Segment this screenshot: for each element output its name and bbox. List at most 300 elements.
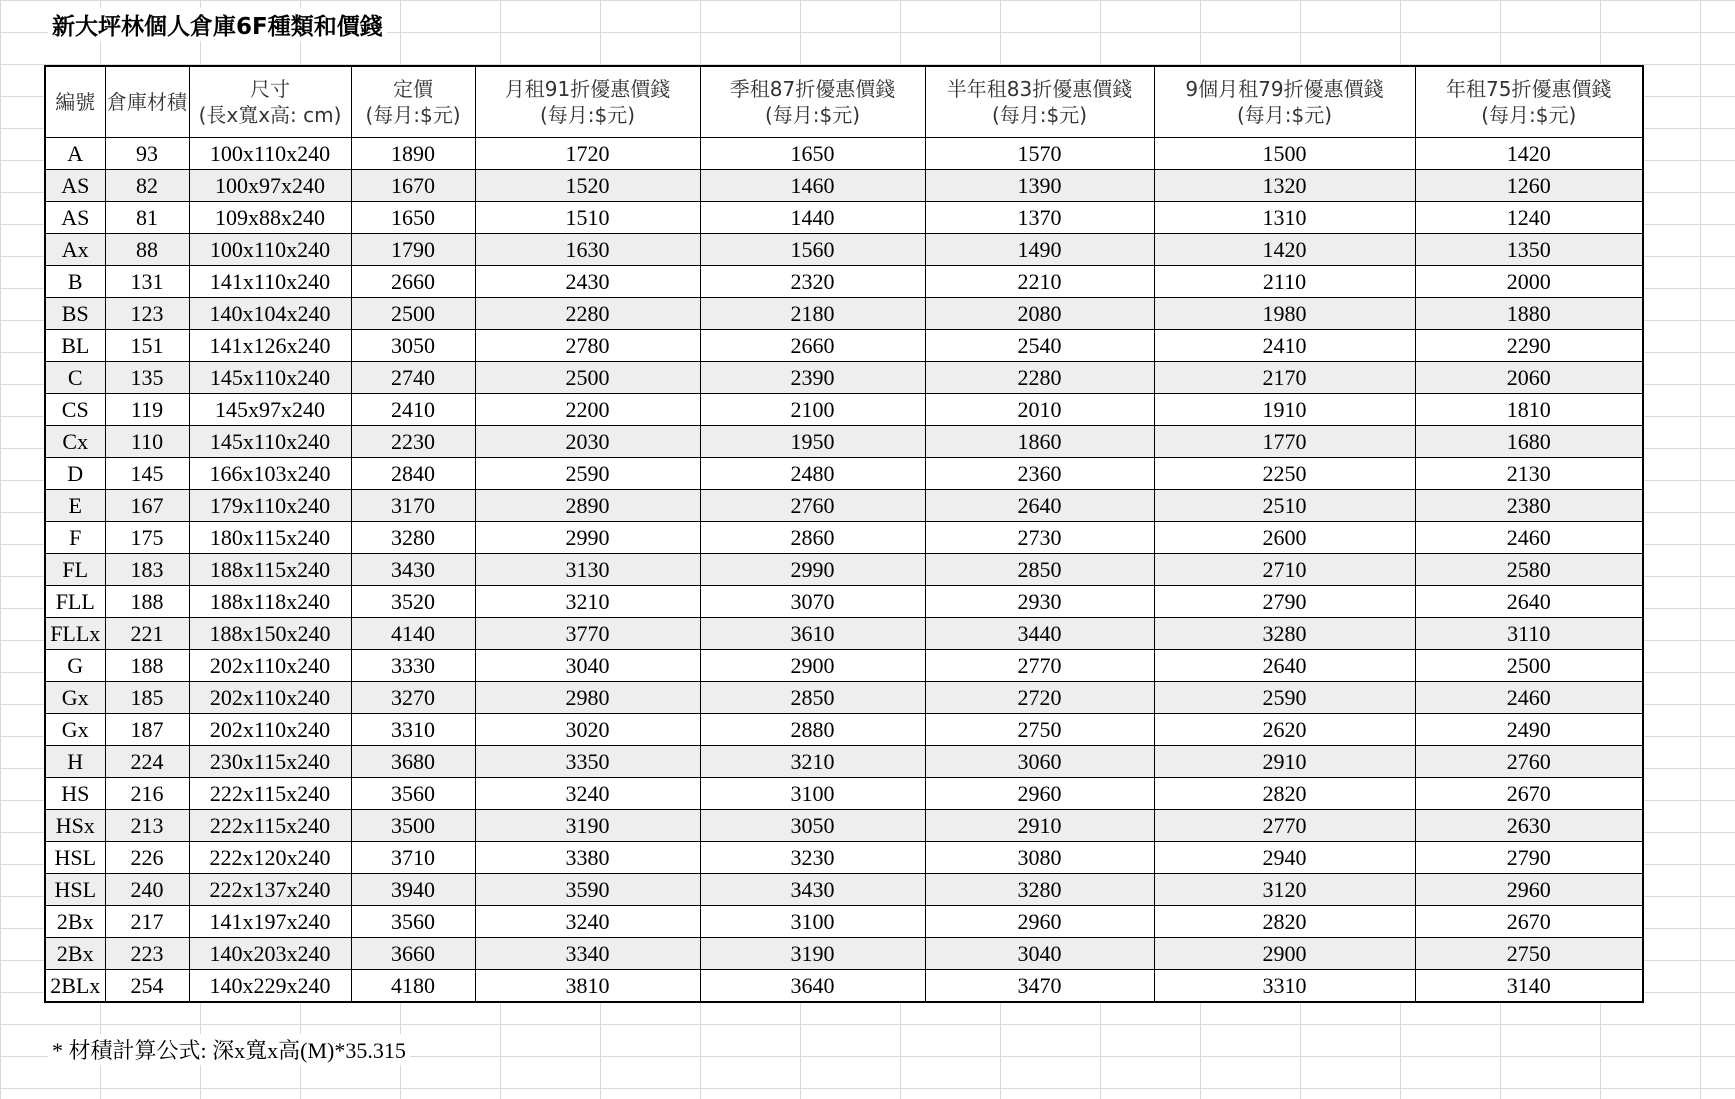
header-label: 定價 [393,77,433,101]
cell-id[interactable]: B [45,266,105,298]
col-size-header[interactable] [189,66,351,138]
cell-nine-month-price[interactable]: 2250 [1154,458,1415,490]
cell-yearly-price[interactable]: 2670 [1415,778,1643,810]
cell-size[interactable]: 140x229x240 [189,970,351,1003]
cell-yearly-price[interactable]: 2580 [1415,554,1643,586]
cell-id[interactable]: AS [45,170,105,202]
cell-quarterly-price[interactable]: 3070 [700,586,925,618]
cell-nine-month-price[interactable]: 2640 [1154,650,1415,682]
cell-yearly-price[interactable]: 1260 [1415,170,1643,202]
cell-list-price[interactable]: 3680 [351,746,475,778]
cell-yearly-price[interactable]: 1680 [1415,426,1643,458]
cell-list-price[interactable]: 3430 [351,554,475,586]
cell-yearly-price[interactable]: 2130 [1415,458,1643,490]
cell-list-price[interactable]: 3050 [351,330,475,362]
cell-size[interactable]: 222x137x240 [189,874,351,906]
cell-id[interactable]: BS [45,298,105,330]
cell-half-year-price[interactable]: 2280 [925,362,1154,394]
cell-half-year-price[interactable]: 3080 [925,842,1154,874]
cell-monthly-price[interactable]: 1630 [475,234,700,266]
cell-yearly-price[interactable]: 1880 [1415,298,1643,330]
cell-volume[interactable]: 145 [105,458,189,490]
cell-quarterly-price[interactable]: 2320 [700,266,925,298]
table-row [45,714,1643,746]
cell-nine-month-price[interactable]: 2590 [1154,682,1415,714]
cell-list-price[interactable]: 4140 [351,618,475,650]
cell-half-year-price[interactable]: 2770 [925,650,1154,682]
cell-size[interactable]: 180x115x240 [189,522,351,554]
cell-half-year-price[interactable]: 3470 [925,970,1154,1003]
cell-half-year-price[interactable]: 3040 [925,938,1154,970]
table-row [45,522,1643,554]
table-row [45,266,1643,298]
cell-volume[interactable]: 240 [105,874,189,906]
cell-size[interactable]: 140x104x240 [189,298,351,330]
cell-volume[interactable]: 254 [105,970,189,1003]
cell-half-year-price[interactable]: 2360 [925,458,1154,490]
col-monthly-header[interactable] [475,66,700,138]
cell-yearly-price[interactable]: 2460 [1415,522,1643,554]
cell-nine-month-price[interactable]: 3280 [1154,618,1415,650]
cell-nine-month-price[interactable]: 2820 [1154,778,1415,810]
cell-quarterly-price[interactable]: 3100 [700,778,925,810]
cell-size[interactable]: 100x110x240 [189,138,351,170]
cell-nine-month-price[interactable]: 3120 [1154,874,1415,906]
cell-list-price[interactable]: 3560 [351,778,475,810]
cell-list-price[interactable]: 1650 [351,202,475,234]
cell-id[interactable]: Gx [45,714,105,746]
table-row [45,298,1643,330]
table-row [45,490,1643,522]
cell-volume[interactable]: 82 [105,170,189,202]
cell-size[interactable]: 145x110x240 [189,426,351,458]
cell-half-year-price[interactable]: 1490 [925,234,1154,266]
cell-monthly-price[interactable]: 3340 [475,938,700,970]
cell-yearly-price[interactable]: 2290 [1415,330,1643,362]
table-row [45,362,1643,394]
cell-id[interactable]: H [45,746,105,778]
table-row [45,778,1643,810]
cell-size[interactable]: 141x126x240 [189,330,351,362]
cell-half-year-price[interactable]: 3060 [925,746,1154,778]
header-unit: (每月:$元) [1236,103,1333,127]
cell-list-price[interactable]: 3280 [351,522,475,554]
cell-half-year-price[interactable]: 2640 [925,490,1154,522]
table-row [45,394,1643,426]
cell-monthly-price[interactable]: 3040 [475,650,700,682]
cell-list-price[interactable]: 3330 [351,650,475,682]
cell-yearly-price[interactable]: 2500 [1415,650,1643,682]
cell-half-year-price[interactable]: 2540 [925,330,1154,362]
cell-monthly-price[interactable]: 2780 [475,330,700,362]
cell-list-price[interactable]: 3710 [351,842,475,874]
cell-monthly-price[interactable]: 3020 [475,714,700,746]
cell-half-year-price[interactable]: 2210 [925,266,1154,298]
cell-size[interactable]: 202x110x240 [189,682,351,714]
cell-half-year-price[interactable]: 2750 [925,714,1154,746]
cell-id[interactable]: 2Bx [45,938,105,970]
cell-yearly-price[interactable]: 2630 [1415,810,1643,842]
cell-nine-month-price[interactable]: 1910 [1154,394,1415,426]
cell-quarterly-price[interactable]: 2760 [700,490,925,522]
cell-quarterly-price[interactable]: 2990 [700,554,925,586]
cell-half-year-price[interactable]: 2930 [925,586,1154,618]
table-row [45,650,1643,682]
cell-size[interactable]: 188x115x240 [189,554,351,586]
cell-monthly-price[interactable]: 1520 [475,170,700,202]
cell-id[interactable]: D [45,458,105,490]
cell-half-year-price[interactable]: 2960 [925,778,1154,810]
cell-half-year-price[interactable]: 2720 [925,682,1154,714]
cell-id[interactable]: HSL [45,842,105,874]
cell-size[interactable]: 202x110x240 [189,714,351,746]
cell-yearly-price[interactable]: 2790 [1415,842,1643,874]
cell-list-price[interactable]: 1890 [351,138,475,170]
cell-half-year-price[interactable]: 1370 [925,202,1154,234]
table-row [45,746,1643,778]
cell-volume[interactable]: 217 [105,906,189,938]
cell-half-year-price[interactable]: 1390 [925,170,1154,202]
table-row [45,554,1643,586]
cell-quarterly-price[interactable]: 2880 [700,714,925,746]
cell-list-price[interactable]: 3270 [351,682,475,714]
header-label: 編號 [55,90,96,114]
cell-size[interactable]: 140x203x240 [189,938,351,970]
cell-volume[interactable]: 93 [105,138,189,170]
cell-yearly-price[interactable]: 3140 [1415,970,1643,1003]
cell-volume[interactable]: 183 [105,554,189,586]
cell-yearly-price[interactable]: 1810 [1415,394,1643,426]
cell-size[interactable]: 166x103x240 [189,458,351,490]
cell-volume[interactable]: 135 [105,362,189,394]
cell-monthly-price[interactable]: 2430 [475,266,700,298]
cell-size[interactable]: 100x110x240 [189,234,351,266]
cell-quarterly-price[interactable]: 3050 [700,810,925,842]
cell-yearly-price[interactable]: 3110 [1415,618,1643,650]
cell-id[interactable]: HS [45,778,105,810]
cell-yearly-price[interactable]: 2490 [1415,714,1643,746]
header-label: 半年租83折優惠價錢 [946,77,1133,101]
cell-monthly-price[interactable]: 1510 [475,202,700,234]
cell-quarterly-price[interactable]: 2860 [700,522,925,554]
table-row [45,618,1643,650]
table-row [45,938,1643,970]
cell-half-year-price[interactable]: 2080 [925,298,1154,330]
cell-monthly-price[interactable]: 2500 [475,362,700,394]
cell-list-price[interactable]: 3310 [351,714,475,746]
cell-monthly-price[interactable]: 2980 [475,682,700,714]
cell-size[interactable]: 100x97x240 [189,170,351,202]
header-unit: (每月:$元) [764,103,861,127]
cell-yearly-price[interactable]: 2000 [1415,266,1643,298]
cell-monthly-price[interactable]: 3590 [475,874,700,906]
cell-nine-month-price[interactable]: 1420 [1154,234,1415,266]
cell-id[interactable]: Gx [45,682,105,714]
col-quarterly-header[interactable] [700,66,925,138]
cell-monthly-price[interactable]: 3210 [475,586,700,618]
cell-quarterly-price[interactable]: 3640 [700,970,925,1003]
header-label: 尺寸 [250,77,290,101]
table-row [45,426,1643,458]
cell-yearly-price[interactable]: 2760 [1415,746,1643,778]
cell-size[interactable]: 230x115x240 [189,746,351,778]
cell-yearly-price[interactable]: 2460 [1415,682,1643,714]
cell-size[interactable]: 222x115x240 [189,778,351,810]
cell-monthly-price[interactable]: 3810 [475,970,700,1003]
header-unit: (長x寬x高: cm) [198,103,342,127]
cell-half-year-price[interactable]: 2850 [925,554,1154,586]
cell-size[interactable]: 109x88x240 [189,202,351,234]
cell-quarterly-price[interactable]: 2100 [700,394,925,426]
cell-list-price[interactable]: 3500 [351,810,475,842]
cell-nine-month-price[interactable]: 2600 [1154,522,1415,554]
cell-quarterly-price[interactable]: 1440 [700,202,925,234]
cell-id[interactable]: 2Bx [45,906,105,938]
table-row [45,138,1643,170]
cell-list-price[interactable]: 3940 [351,874,475,906]
cell-monthly-price[interactable]: 3190 [475,810,700,842]
cell-nine-month-price[interactable]: 2790 [1154,586,1415,618]
cell-monthly-price[interactable]: 1720 [475,138,700,170]
cell-nine-month-price[interactable]: 2940 [1154,842,1415,874]
cell-quarterly-price[interactable]: 2900 [700,650,925,682]
header-unit: (每月:$元) [539,103,636,127]
cell-yearly-price[interactable]: 2380 [1415,490,1643,522]
cell-monthly-price[interactable]: 3240 [475,778,700,810]
cell-id[interactable]: FLL [45,586,105,618]
cell-half-year-price[interactable]: 2010 [925,394,1154,426]
cell-list-price[interactable]: 2660 [351,266,475,298]
cell-nine-month-price[interactable]: 2820 [1154,906,1415,938]
cell-volume[interactable]: 221 [105,618,189,650]
cell-nine-month-price[interactable]: 2110 [1154,266,1415,298]
col-half-year-header[interactable] [925,66,1154,138]
cell-half-year-price[interactable]: 2910 [925,810,1154,842]
cell-id[interactable]: E [45,490,105,522]
cell-volume[interactable]: 185 [105,682,189,714]
cell-quarterly-price[interactable]: 2480 [700,458,925,490]
cell-yearly-price[interactable]: 2960 [1415,874,1643,906]
table-row [45,842,1643,874]
cell-half-year-price[interactable]: 3280 [925,874,1154,906]
table-row [45,810,1643,842]
cell-volume[interactable]: 187 [105,714,189,746]
header-label: 月租91折優惠價錢 [504,77,671,101]
cell-quarterly-price[interactable]: 1560 [700,234,925,266]
cell-nine-month-price[interactable]: 1500 [1154,138,1415,170]
cell-volume[interactable]: 81 [105,202,189,234]
cell-list-price[interactable]: 3560 [351,906,475,938]
cell-quarterly-price[interactable]: 3100 [700,906,925,938]
cell-list-price[interactable]: 2840 [351,458,475,490]
table-body [45,138,1643,1003]
cell-size[interactable]: 202x110x240 [189,650,351,682]
cell-volume[interactable]: 226 [105,842,189,874]
header-unit: (每月:$元) [365,103,461,127]
header-label: 9個月租79折優惠價錢 [1185,77,1384,101]
header-unit: (每月:$元) [991,103,1088,127]
cell-half-year-price[interactable]: 1570 [925,138,1154,170]
cell-list-price[interactable]: 2230 [351,426,475,458]
table-row [45,682,1643,714]
cell-volume[interactable]: 188 [105,586,189,618]
cell-list-price[interactable]: 3660 [351,938,475,970]
cell-half-year-price[interactable]: 1860 [925,426,1154,458]
cell-id[interactable]: F [45,522,105,554]
cell-monthly-price[interactable]: 2030 [475,426,700,458]
cell-volume[interactable]: 88 [105,234,189,266]
cell-monthly-price[interactable]: 3350 [475,746,700,778]
cell-monthly-price[interactable]: 2280 [475,298,700,330]
cell-quarterly-price[interactable]: 3230 [700,842,925,874]
cell-yearly-price[interactable]: 2750 [1415,938,1643,970]
table-row [45,970,1643,1003]
cell-volume[interactable]: 188 [105,650,189,682]
table-row [45,586,1643,618]
cell-nine-month-price[interactable]: 1310 [1154,202,1415,234]
cell-half-year-price[interactable]: 2730 [925,522,1154,554]
col-list-price-header[interactable] [351,66,475,138]
cell-nine-month-price[interactable]: 2770 [1154,810,1415,842]
cell-list-price[interactable]: 2740 [351,362,475,394]
cell-nine-month-price[interactable]: 2170 [1154,362,1415,394]
cell-monthly-price[interactable]: 3240 [475,906,700,938]
cell-size[interactable]: 141x110x240 [189,266,351,298]
cell-monthly-price[interactable]: 3770 [475,618,700,650]
cell-monthly-price[interactable]: 2200 [475,394,700,426]
col-id-header[interactable] [45,66,105,138]
cell-nine-month-price[interactable]: 3310 [1154,970,1415,1003]
cell-monthly-price[interactable]: 2990 [475,522,700,554]
cell-volume[interactable]: 175 [105,522,189,554]
cell-id[interactable]: Cx [45,426,105,458]
cell-monthly-price[interactable]: 3380 [475,842,700,874]
cell-size[interactable]: 145x97x240 [189,394,351,426]
col-nine-month-header[interactable] [1154,66,1415,138]
cell-volume[interactable]: 110 [105,426,189,458]
cell-id[interactable]: CS [45,394,105,426]
cell-nine-month-price[interactable]: 2900 [1154,938,1415,970]
cell-yearly-price[interactable]: 2060 [1415,362,1643,394]
cell-volume[interactable]: 213 [105,810,189,842]
cell-list-price[interactable]: 2500 [351,298,475,330]
cell-list-price[interactable]: 3170 [351,490,475,522]
cell-id[interactable]: HSL [45,874,105,906]
cell-nine-month-price[interactable]: 1320 [1154,170,1415,202]
cell-size[interactable]: 141x197x240 [189,906,351,938]
table-row [45,234,1643,266]
price-table [44,65,1644,1003]
cell-size[interactable]: 222x115x240 [189,810,351,842]
cell-list-price[interactable]: 3520 [351,586,475,618]
cell-id[interactable]: FL [45,554,105,586]
sheet-title: 新大坪林個人倉庫6F種類和價錢 [48,8,387,41]
cell-quarterly-price[interactable]: 3210 [700,746,925,778]
cell-list-price[interactable]: 1670 [351,170,475,202]
cell-nine-month-price[interactable]: 1770 [1154,426,1415,458]
cell-quarterly-price[interactable]: 2850 [700,682,925,714]
table-row [45,330,1643,362]
header-row [45,66,1643,138]
cell-id[interactable]: FLLx [45,618,105,650]
cell-quarterly-price[interactable]: 3190 [700,938,925,970]
cell-volume[interactable]: 119 [105,394,189,426]
cell-quarterly-price[interactable]: 2390 [700,362,925,394]
cell-monthly-price[interactable]: 3130 [475,554,700,586]
cell-quarterly-price[interactable]: 3430 [700,874,925,906]
cell-quarterly-price[interactable]: 1650 [700,138,925,170]
cell-nine-month-price[interactable]: 2410 [1154,330,1415,362]
header-unit: (每月:$元) [1481,103,1577,127]
cell-volume[interactable]: 223 [105,938,189,970]
cell-volume[interactable]: 224 [105,746,189,778]
cell-size[interactable]: 188x150x240 [189,618,351,650]
cell-list-price[interactable]: 2410 [351,394,475,426]
cell-volume[interactable]: 123 [105,298,189,330]
cell-id[interactable]: C [45,362,105,394]
table-row [45,906,1643,938]
cell-quarterly-price[interactable]: 1460 [700,170,925,202]
table-row [45,202,1643,234]
cell-volume[interactable]: 151 [105,330,189,362]
header-label: 年租75折優惠價錢 [1446,77,1612,101]
cell-monthly-price[interactable]: 2590 [475,458,700,490]
table-row [45,170,1643,202]
cell-yearly-price[interactable]: 1350 [1415,234,1643,266]
cell-quarterly-price[interactable]: 2180 [700,298,925,330]
cell-list-price[interactable]: 4180 [351,970,475,1003]
col-yearly-header[interactable] [1415,66,1643,138]
cell-yearly-price[interactable]: 1240 [1415,202,1643,234]
cell-volume[interactable]: 131 [105,266,189,298]
cell-id[interactable]: HSx [45,810,105,842]
header-label: 季租87折優惠價錢 [729,77,896,101]
cell-id[interactable]: AS [45,202,105,234]
col-volume-header[interactable] [105,66,189,138]
cell-id[interactable]: BL [45,330,105,362]
cell-size[interactable]: 179x110x240 [189,490,351,522]
cell-yearly-price[interactable]: 1420 [1415,138,1643,170]
cell-nine-month-price[interactable]: 2910 [1154,746,1415,778]
cell-quarterly-price[interactable]: 1950 [700,426,925,458]
formula-footnote: * 材積計算公式: 深x寬x高(M)*35.315 [48,1034,410,1065]
cell-volume[interactable]: 216 [105,778,189,810]
cell-nine-month-price[interactable]: 2510 [1154,490,1415,522]
cell-nine-month-price[interactable]: 2620 [1154,714,1415,746]
cell-id[interactable]: G [45,650,105,682]
cell-volume[interactable]: 167 [105,490,189,522]
table-row [45,458,1643,490]
cell-size[interactable]: 222x120x240 [189,842,351,874]
cell-nine-month-price[interactable]: 2710 [1154,554,1415,586]
cell-nine-month-price[interactable]: 1980 [1154,298,1415,330]
cell-half-year-price[interactable]: 3440 [925,618,1154,650]
cell-yearly-price[interactable]: 2670 [1415,906,1643,938]
cell-quarterly-price[interactable]: 3610 [700,618,925,650]
cell-half-year-price[interactable]: 2960 [925,906,1154,938]
table-row [45,874,1643,906]
cell-size[interactable]: 188x118x240 [189,586,351,618]
cell-quarterly-price[interactable]: 2660 [700,330,925,362]
cell-monthly-price[interactable]: 2890 [475,490,700,522]
cell-size[interactable]: 145x110x240 [189,362,351,394]
cell-id[interactable]: 2BLx [45,970,105,1003]
cell-list-price[interactable]: 1790 [351,234,475,266]
cell-id[interactable]: A [45,138,105,170]
cell-yearly-price[interactable]: 2640 [1415,586,1643,618]
cell-id[interactable]: Ax [45,234,105,266]
header-label: 倉庫材積 [107,90,187,114]
